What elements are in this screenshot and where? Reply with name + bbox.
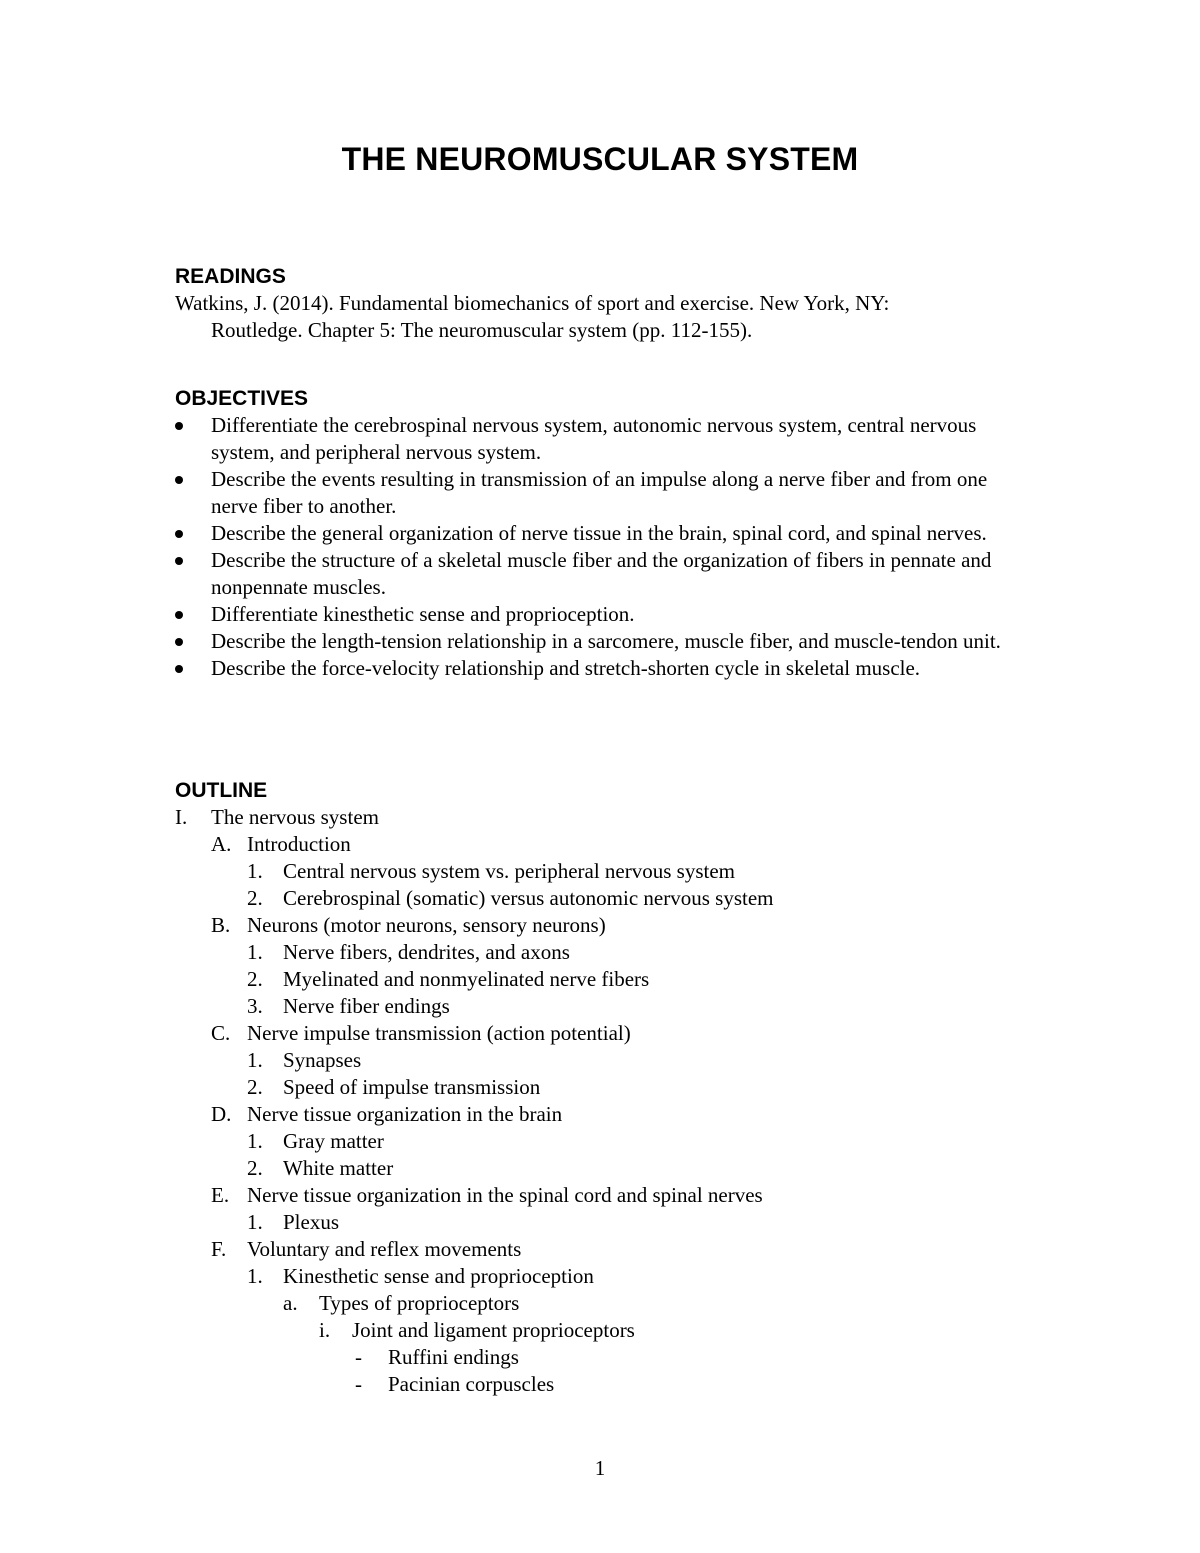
outline-item-marker: 1. (247, 1210, 263, 1234)
outline-item (175, 1317, 1055, 1344)
bullet-icon (175, 611, 183, 619)
objective-item (175, 628, 1025, 655)
outline-item-text: Cerebrospinal (somatic) versus autonomic nervous system (283, 886, 774, 910)
outline-item-text: White matter (283, 1156, 394, 1180)
bullet-icon (175, 557, 183, 565)
outline-item-text: Voluntary and reflex movements (247, 1237, 522, 1261)
bullet-icon (175, 638, 183, 646)
outline-item-marker: 2. (247, 1075, 263, 1099)
objective-item (175, 520, 1025, 547)
outline-item (175, 1101, 1055, 1128)
page-number: 1 (594, 1456, 606, 1480)
outline-item-text: Nerve impulse transmission (action potential) (247, 1021, 631, 1045)
outline-item-marker: E. (211, 1183, 230, 1207)
outline-item (175, 1371, 1055, 1398)
outline-item-text: Gray matter (283, 1129, 384, 1153)
objectives-list (175, 412, 1025, 682)
readings-citation-line2: Routledge. Chapter 5: The neuromuscular system (pp. 112-155). (211, 318, 753, 342)
outline-item (175, 993, 1055, 1020)
objective-text: Describe the force-velocity relationship and stretch-shorten cycle in skeletal muscle. (211, 656, 921, 680)
outline-item (175, 1182, 1055, 1209)
outline-item-marker: 2. (247, 1156, 263, 1180)
objective-text: Differentiate kinesthetic sense and proprioception. (211, 602, 635, 626)
outline-item-text: Neurons (motor neurons, sensory neurons) (247, 913, 606, 937)
outline-item-text: Synapses (283, 1048, 362, 1072)
outline-item-text: The nervous system (211, 805, 379, 829)
outline-item-marker: - (355, 1372, 362, 1396)
outline-item-marker: I. (175, 805, 188, 829)
outline-item (175, 939, 1055, 966)
outline-item-marker: 2. (247, 967, 263, 991)
outline-item-marker: F. (211, 1237, 227, 1261)
objective-text: Differentiate the cerebrospinal nervous system, autonomic nervous system, central nervous system, and peripheral nervous system. (211, 413, 977, 464)
outline-item (175, 1047, 1055, 1074)
outline-item-marker: D. (211, 1102, 232, 1126)
outline-list (175, 804, 1055, 1398)
outline-item (175, 1290, 1055, 1317)
outline-item (175, 1020, 1055, 1047)
outline-item (175, 885, 1055, 912)
objective-item (175, 547, 1025, 601)
outline-item-marker: i. (319, 1318, 331, 1342)
outline-item (175, 858, 1055, 885)
objective-item (175, 466, 1025, 520)
readings-section (175, 263, 1055, 344)
outline-item (175, 912, 1055, 939)
outline-item-marker: - (355, 1345, 362, 1369)
objective-text: Describe the events resulting in transmission of an impulse along a nerve fiber and from one nerve fiber to another. (211, 467, 988, 518)
outline-item-marker: B. (211, 913, 231, 937)
outline-item-text: Ruffini endings (388, 1345, 519, 1369)
outline-item-marker: 1. (247, 1129, 263, 1153)
outline-section (175, 777, 1055, 1398)
outline-item-text: Plexus (283, 1210, 340, 1234)
objectives-section (175, 385, 1025, 682)
outline-item-marker: a. (283, 1291, 298, 1315)
outline-item (175, 1128, 1055, 1155)
outline-item-text: Central nervous system vs. peripheral nervous system (283, 859, 735, 883)
readings-heading: READINGS (175, 265, 286, 288)
outline-item (175, 1236, 1055, 1263)
outline-item-text: Nerve fiber endings (283, 994, 450, 1018)
outline-item (175, 1344, 1055, 1371)
outline-item-text: Nerve fibers, dendrites, and axons (283, 940, 570, 964)
outline-item-marker: C. (211, 1021, 231, 1045)
outline-item-marker: 1. (247, 940, 263, 964)
outline-item-text: Kinesthetic sense and proprioception (283, 1264, 594, 1288)
outline-item-text: Introduction (247, 832, 351, 856)
outline-item-text: Joint and ligament proprioceptors (352, 1318, 635, 1342)
readings-citation-line1: Watkins, J. (2014). Fundamental biomechanics of sport and exercise. New York, NY: (175, 291, 890, 315)
objective-text: Describe the structure of a skeletal muscle fiber and the organization of fibers in pennate and nonpennate muscles. (211, 548, 992, 599)
outline-item-text: Myelinated and nonmyelinated nerve fibers (283, 967, 650, 991)
objective-item (175, 601, 1025, 628)
bullet-icon (175, 422, 183, 430)
bullet-icon (175, 665, 183, 673)
objective-text: Describe the general organization of nerve tissue in the brain, spinal cord, and spinal nerves. (211, 521, 987, 545)
objective-text: Describe the length-tension relationship in a sarcomere, muscle fiber, and muscle-tendon unit. (211, 629, 1001, 653)
document-title: THE NEUROMUSCULAR SYSTEM (341, 141, 859, 177)
outline-item (175, 1263, 1055, 1290)
outline-item-marker: A. (211, 832, 232, 856)
outline-item-text: Speed of impulse transmission (283, 1075, 541, 1099)
outline-item (175, 831, 1055, 858)
outline-heading: OUTLINE (175, 779, 268, 802)
outline-item-marker: 3. (247, 994, 263, 1018)
outline-item-marker: 1. (247, 1264, 263, 1288)
outline-item-marker: 1. (247, 859, 263, 883)
outline-item-text: Nerve tissue organization in the brain (247, 1102, 563, 1126)
outline-item-marker: 1. (247, 1048, 263, 1072)
outline-item-marker: 2. (247, 886, 263, 910)
outline-item (175, 1074, 1055, 1101)
outline-item-text: Nerve tissue organization in the spinal cord and spinal nerves (247, 1183, 763, 1207)
objectives-heading: OBJECTIVES (175, 387, 309, 410)
outline-item (175, 966, 1055, 993)
outline-item-text: Pacinian corpuscles (388, 1372, 555, 1396)
outline-item (175, 1209, 1055, 1236)
bullet-icon (175, 476, 183, 484)
objective-item (175, 655, 1025, 682)
outline-item (175, 1155, 1055, 1182)
outline-item (175, 804, 1055, 831)
objective-item (175, 412, 1025, 466)
bullet-icon (175, 530, 183, 538)
outline-item-text: Types of proprioceptors (319, 1291, 520, 1315)
